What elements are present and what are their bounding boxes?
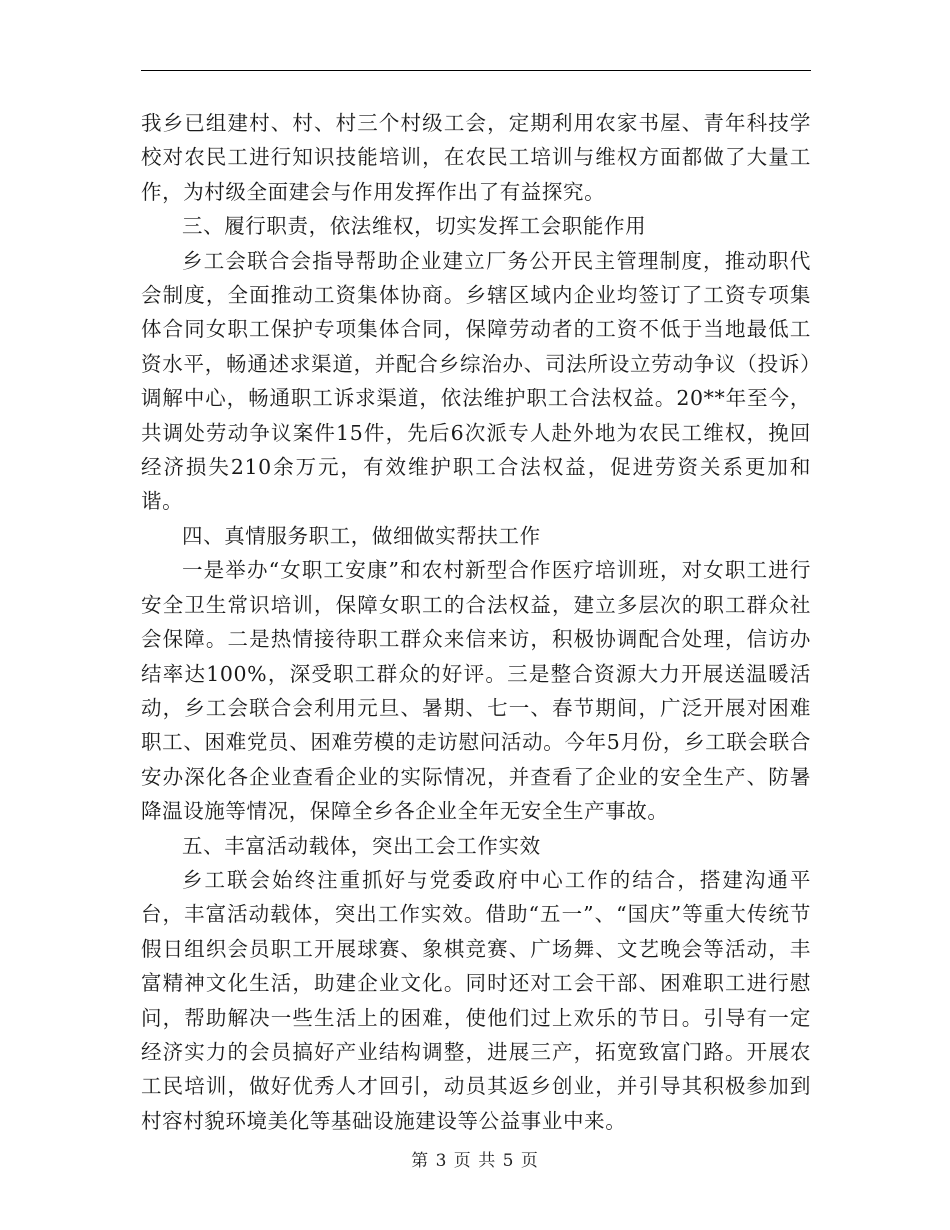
paragraph-continuation: 我乡已组建村、村、村三个村级工会，定期利用农家书屋、青年科技学校对农民工进行知识技能培训，在农民工培训与维权方面都做了大量工作，为村级全面建会与作用发挥作出了有益探究。 xyxy=(141,111,811,204)
section-heading-4: 四、真情服务职工，做细做实帮扶工作 xyxy=(182,523,541,548)
paragraph-activities: 乡工联会始终注重抓好与党委政府中心工作的结合，搭建沟通平台，丰富活动载体，突出工作实效。借助“五一”、“国庆”等重大传统节假日组织会员职工开展球赛、象棋竞赛、广场舞、文艺晚会等活动，丰富精神文化生活，助建企业文化。同时还对工会干部、困难职工进行慰问，帮助解决一些生活上的困难，使他们过上欢乐的节日。引导有一定经济实力的会员搞好产业结构调整，进展三产，拓宽致富门路。开展农工民培训，做好优秀人才回引，动员其返乡创业，并引导其积极参加到村容村貌环境美化等基础设施建设等公益事业中来。 xyxy=(141,867,811,1133)
paragraph-rights-protection: 乡工会联合会指导帮助企业建立厂务公开民主管理制度，推动职代会制度，全面推动工资集体协商。乡辖区域内企业均签订了工资专项集体合同女职工保护专项集体合同，保障劳动者的工资不低于当地最低工资水平，畅通述求渠道，并配合乡综治办、司法所设立劳动争议（投诉）调解中心，畅通职工诉求渠道，依法维护职工合法权益。20**年至今，共调处劳动争议案件15件，先后6次派专人赴外地为农民工维权，挽回经济损失210余万元，有效维护职工合法权益，促进劳资关系更加和谐。 xyxy=(141,248,811,514)
page-number-label: 第 3 页 共 5 页 xyxy=(411,1151,539,1171)
header-rule xyxy=(141,70,811,71)
paragraph-worker-services: 一是举办“女职工安康”和农村新型合作医疗培训班，对女职工进行安全卫生常识培训，保障女职工的合法权益，建立多层次的职工群众社会保障。二是热情接待职工群众来信来访，积极协调配合处理，信访办结率达100%，深受职工群众的好评。三是整合资源大力开展送温暖活动，乡工会联合会利用元旦、暑期、七一、春节期间，广泛开展对困难职工、困难党员、困难劳模的走访慰问活动。今年5月份，乡工联会联合安办深化各企业查看企业的实际情况，并查看了企业的安全生产、防暑降温设施等情况，保障全乡各企业全年无安全生产事故。 xyxy=(141,558,811,824)
page-footer xyxy=(0,1146,950,1171)
section-heading-3: 三、履行职责，依法维权，切实发挥工会职能作用 xyxy=(182,214,647,239)
section-heading-5: 五、丰富活动载体，突出工会工作实效 xyxy=(182,833,541,858)
document-body xyxy=(141,106,811,1138)
